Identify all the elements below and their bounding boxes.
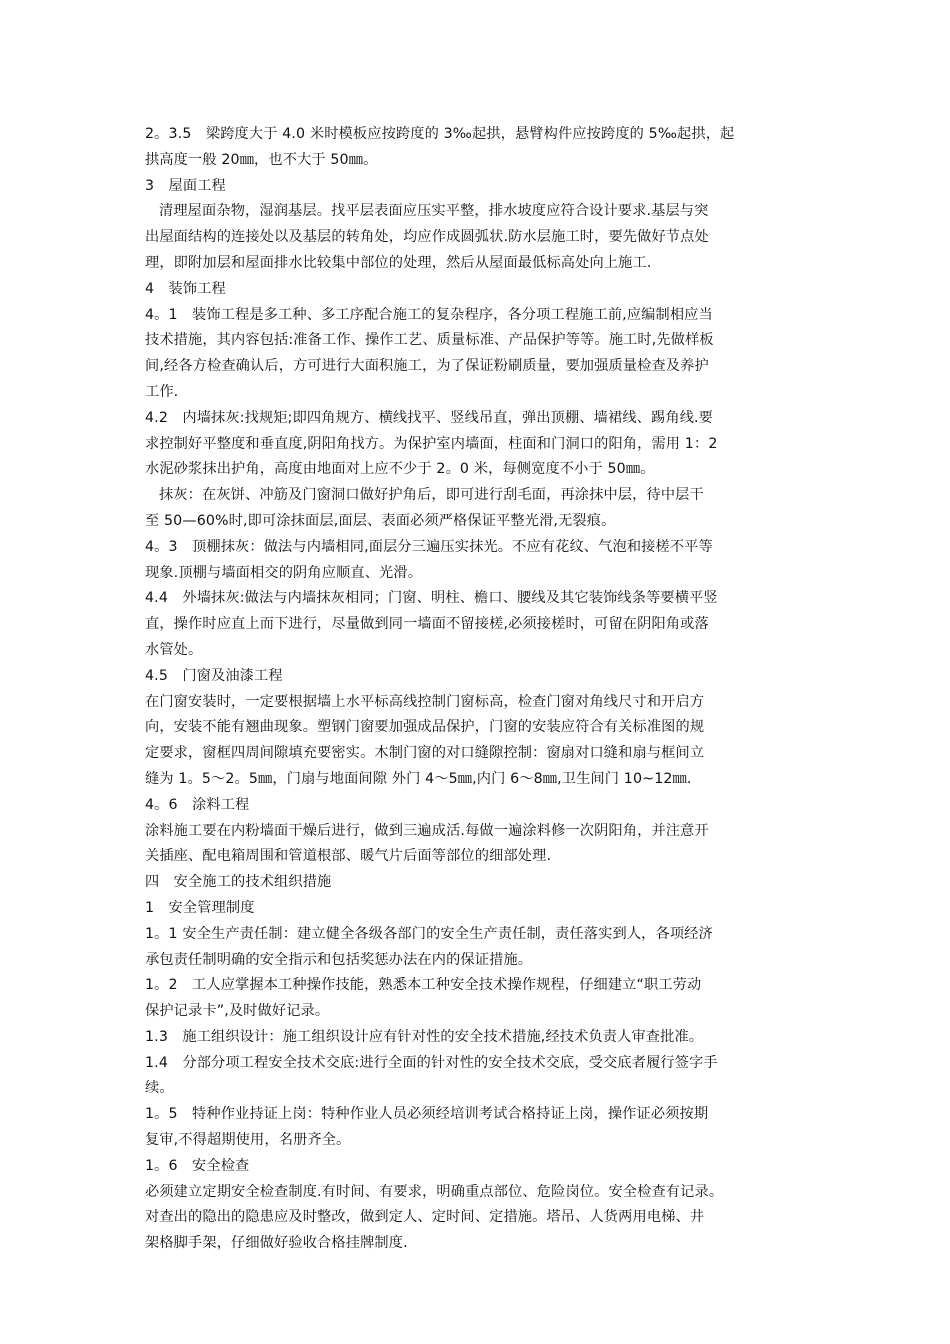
paragraph [145, 922, 815, 974]
text-line: 工作. [145, 383, 179, 400]
paragraph [145, 303, 815, 406]
paragraph [145, 819, 815, 871]
text-line: 技术措施，其内容包括:准备工作、操作工艺、质量标准、产品保护等等。施工时,先做样板 [145, 332, 714, 349]
paragraph [145, 483, 815, 535]
text-line: 出屋面结构的连接处以及基层的转角处，均应作成圆弧状.防水层施工时，要先做好节点处 [145, 229, 709, 246]
text-line: 保护记录卡”,及时做好记录。 [145, 1003, 330, 1020]
text-line: 4.2 内墙抹灰:找规矩;即四角规方、横线找平、竖线吊直，弹出顶棚、墙裙线、踢角线.要 [145, 409, 714, 426]
text-line: 复审,不得超期使用，名册齐全。 [145, 1132, 351, 1149]
text-line: 1。6 安全检查 [145, 1157, 250, 1174]
text-line: 涂料施工要在内粉墙面干燥后进行，做到三遍成活.每做一遍涂料修一次阴阳角，并注意开 [145, 822, 709, 839]
text-line: 4.4 外墙抹灰:做法与内墙抹灰相同；门窗、明柱、檐口、腰线及其它装饰线条等要横平竖 [145, 590, 718, 607]
text-line: 理，即附加层和屋面排水比较集中部位的处理，然后从屋面最低标高处向上施工. [145, 254, 652, 271]
paragraph [145, 1025, 815, 1051]
text-line: 求控制好平整度和垂直度,阴阳角找方。为保护室内墙面，柱面和门洞口的阳角，需用 1：2 [145, 435, 718, 452]
paragraph [145, 1102, 815, 1154]
paragraph [145, 406, 815, 483]
paragraph [145, 973, 815, 1025]
text-line: 清理屋面杂物，湿润基层。找平层表面应压实平整，排水坡度应符合设计要求.基层与突 [159, 203, 709, 220]
paragraph [145, 586, 815, 663]
paragraph [145, 896, 815, 922]
text-line: 对查出的隐出的隐患应及时整改，做到定人、定时间、定措施。塔吊、人货两用电梯、井 [145, 1209, 705, 1226]
text-line: 续。 [145, 1080, 174, 1097]
text-line: 架格脚手架，仔细做好验收合格挂牌制度. [145, 1235, 408, 1252]
text-line: 4 装饰工程 [145, 280, 226, 297]
text-line: 1.3 施工组织设计：施工组织设计应有针对性的安全技术措施,经技术负责人审查批准。 [145, 1028, 704, 1045]
paragraph [145, 277, 815, 303]
text-line: 必须建立定期安全检查制度.有时间、有要求，明确重点部位、危险岗位。安全检查有记录。 [145, 1183, 724, 1200]
paragraph [145, 1180, 815, 1257]
text-line: 关插座、配电箱周围和管道根部、暖气片后面等部位的细部处理. [145, 848, 552, 865]
text-line: 水管处。 [145, 641, 203, 658]
text-line: 2。3.5 梁跨度大于 4.0 米时模板应按跨度的 3‰起拱，悬臂构件应按跨度的 5‰起拱，起 [145, 126, 735, 142]
paragraph [145, 199, 815, 276]
paragraph [145, 870, 815, 896]
paragraph [145, 535, 815, 587]
text-line: 4。6 涂料工程 [145, 796, 250, 813]
document-body [145, 122, 815, 1257]
text-line: 承包责任制明确的安全指示和包括奖惩办法在内的保证措施。 [145, 951, 533, 968]
paragraph [145, 793, 815, 819]
text-line: 3 屋面工程 [145, 177, 226, 194]
paragraph [145, 174, 815, 200]
text-line: 1。1 安全生产责任制：建立健全各级各部门的安全生产责任制，责任落实到人，各项经济 [145, 925, 713, 942]
text-line: 1。2 工人应掌握本工种操作技能，熟悉本工种安全技术操作规程，仔细建立“职工劳动 [145, 977, 702, 994]
paragraph [145, 690, 815, 793]
paragraph [145, 122, 815, 174]
text-line: 缝为 1。5～2。5㎜，门扇与地面间隙 外门 4～5㎜,内门 6～8㎜,卫生间门 10~12㎜. [145, 770, 692, 787]
paragraph [145, 1154, 815, 1180]
text-line: 直，操作时应直上而下进行，尽量做到同一墙面不留接槎,必须接槎时，可留在阴阳角或落 [145, 616, 709, 633]
text-line: 4。3 顶棚抹灰：做法与内墙相同,面层分三遍压实抹光。不应有花纹、气泡和接槎不平等 [145, 538, 713, 555]
text-line: 向，安装不能有翘曲现象。塑钢门窗要加强成品保护，门窗的安装应符合有关标准图的规 [145, 719, 705, 736]
text-line: 至 50—60%时,即可涂抹面层,面层、表面必须严格保证平整光滑,无裂痕。 [145, 512, 616, 529]
text-line: 4。1 装饰工程是多工种、多工序配合施工的复杂程序，各分项工程施工前,应编制相应当 [145, 306, 713, 323]
paragraph [145, 1051, 815, 1103]
text-line: 水泥砂浆抹出护角，高度由地面对上应不少于 2。0 米，每侧宽度不小于 50㎜。 [145, 461, 655, 478]
text-line: 4.5 门窗及油漆工程 [145, 667, 283, 684]
text-line: 1 安全管理制度 [145, 899, 255, 916]
text-line: 四 安全施工的技术组织措施 [145, 874, 332, 891]
paragraph [145, 664, 815, 690]
text-line: 间,经各方检查确认后，方可进行大面积施工，为了保证粉刷质量，要加强质量检查及养护 [145, 358, 709, 375]
text-line: 抹灰：在灰饼、冲筋及门窗洞口做好护角后，即可进行刮毛面，再涂抹中层，待中层干 [159, 487, 704, 504]
text-line: 1.4 分部分项工程安全技术交底:进行全面的针对性的安全技术交底，受交底者履行签字手 [145, 1054, 718, 1071]
text-line: 定要求，窗框四周间隙填充要密实。木制门窗的对口缝隙控制：窗扇对口缝和扇与框间立 [145, 745, 705, 762]
text-line: 1。5 特种作业持证上岗：特种作业人员必须经培训考试合格持证上岗，操作证必须按期 [145, 1106, 709, 1123]
text-line: 拱高度一般 20㎜，也不大于 50㎜。 [145, 151, 378, 168]
text-line: 现象.顶棚与墙面相交的阴角应顺直、光滑。 [145, 564, 423, 581]
text-line: 在门窗安装时，一定要根据墙上水平标高线控制门窗标高，检查门窗对角线尺寸和开启方 [145, 693, 705, 710]
